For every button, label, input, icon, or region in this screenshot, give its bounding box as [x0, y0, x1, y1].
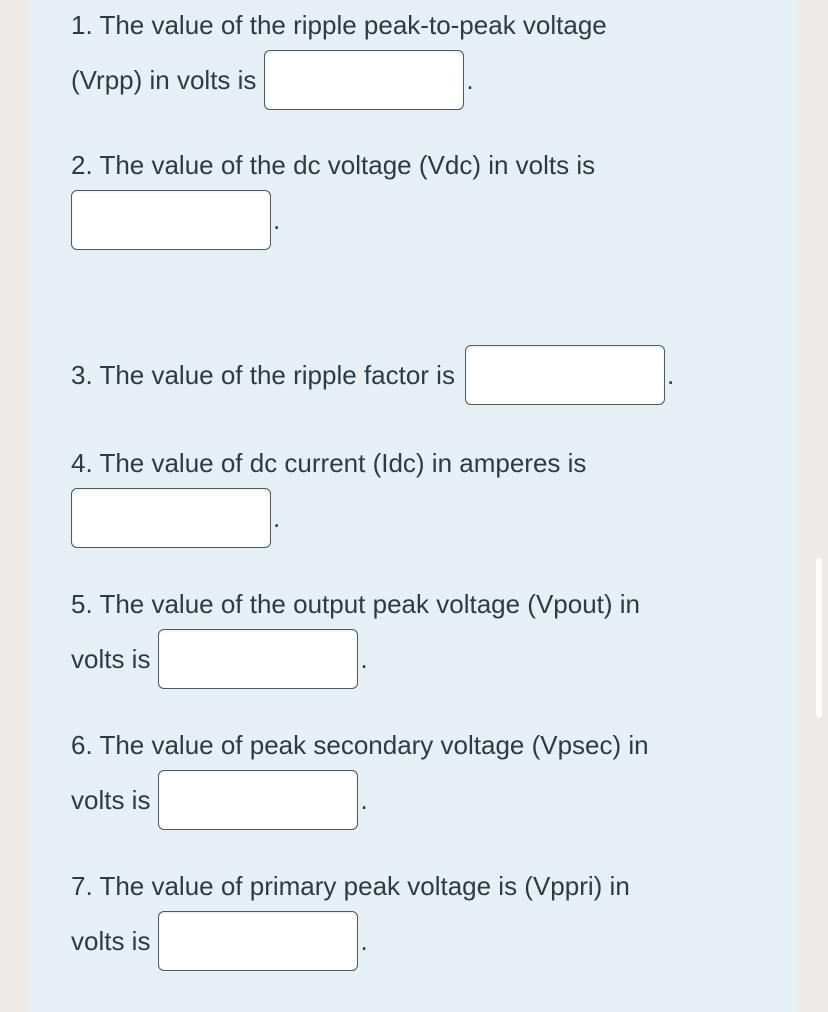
answer-6-input[interactable]	[158, 770, 358, 830]
period: .	[360, 926, 368, 956]
question-7-text-line2: volts is	[71, 926, 151, 956]
answer-2-input[interactable]	[71, 190, 271, 250]
question-1-text-line1: 1. The value of the ripple peak-to-peak voltage	[71, 10, 607, 40]
question-3-text: 3. The value of the ripple factor is	[71, 360, 455, 390]
question-1	[71, 0, 607, 110]
period: .	[273, 205, 281, 235]
answer-4-input[interactable]	[71, 488, 271, 548]
question-7	[71, 861, 630, 971]
period: .	[360, 644, 368, 674]
question-7-text-line1: 7. The value of primary peak voltage is (Vppri) in	[71, 871, 630, 901]
question-5-text-line1: 5. The value of the output peak voltage (Vpout) in	[71, 589, 641, 619]
period: .	[466, 65, 474, 95]
question-5-text-line2: volts is	[71, 644, 151, 674]
period: .	[360, 785, 368, 815]
scrollbar[interactable]	[816, 558, 822, 718]
period: .	[666, 360, 675, 390]
question-5	[71, 579, 640, 689]
question-2	[71, 140, 595, 266]
answer-1-input[interactable]	[264, 50, 464, 110]
question-3	[71, 345, 674, 405]
question-6-text-line1: 6. The value of peak secondary voltage (Vpsec) in	[71, 730, 649, 760]
answer-7-input[interactable]	[158, 911, 358, 971]
period: .	[273, 503, 281, 533]
question-6	[71, 720, 649, 830]
question-6-text-line2: volts is	[71, 785, 151, 815]
question-1-text-line2: (Vrpp) in volts is	[71, 65, 257, 95]
answer-3-input[interactable]	[465, 345, 665, 405]
answer-5-input[interactable]	[158, 629, 358, 689]
question-2-text: 2. The value of the dc voltage (Vdc) in volts is	[71, 150, 596, 180]
question-4	[71, 438, 586, 564]
question-4-text: 4. The value of dc current (Idc) in amperes is	[71, 448, 587, 478]
